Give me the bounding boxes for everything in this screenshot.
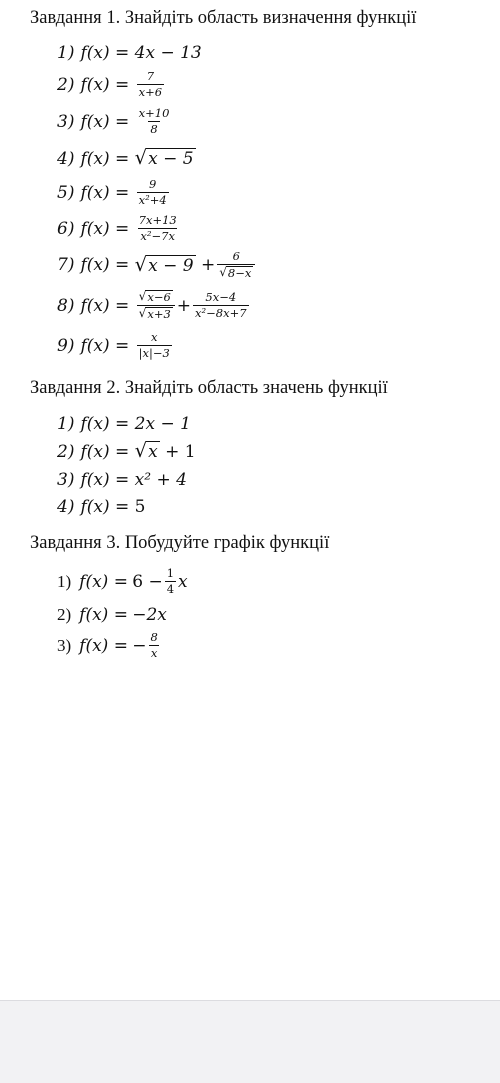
task1-item-7 bbox=[57, 250, 257, 280]
function-lhs: f(x) = bbox=[80, 470, 130, 490]
task3-item-3 bbox=[57, 631, 162, 660]
item-number: 4) bbox=[57, 148, 75, 169]
task1-item-6 bbox=[57, 214, 181, 243]
item-number: 1) bbox=[57, 43, 75, 63]
task1-heading: Завдання 1. Знайдіть область визначення функції bbox=[30, 8, 417, 28]
task2-item-4 bbox=[57, 497, 145, 517]
function-lhs: f(x) = bbox=[79, 635, 128, 656]
item-number: 2) bbox=[57, 441, 75, 462]
numerator: 5x−4 bbox=[205, 290, 237, 304]
denominator: x+6 bbox=[138, 85, 163, 100]
task1-item-1 bbox=[57, 43, 202, 63]
radical-sign-icon: √ bbox=[134, 439, 148, 462]
denominator: 8 bbox=[150, 122, 158, 137]
numerator: 1 bbox=[166, 566, 175, 580]
square-root bbox=[139, 307, 173, 321]
square-root bbox=[135, 148, 196, 169]
function-lhs: f(x) = bbox=[80, 74, 130, 95]
radicand: 8−x bbox=[227, 266, 252, 281]
radical-sign-icon: √ bbox=[138, 289, 147, 303]
task2-item-2 bbox=[57, 441, 196, 462]
item-number: 2) bbox=[57, 605, 72, 624]
numerator: x+10 bbox=[138, 106, 170, 120]
task1-item-4 bbox=[57, 148, 196, 169]
expression-tail: + 1 bbox=[165, 441, 196, 462]
radicand: x − 9 bbox=[148, 255, 194, 276]
task3-item-1 bbox=[57, 567, 188, 596]
square-root bbox=[219, 266, 253, 280]
task3-heading: Завдання 3. Побудуйте графік функції bbox=[30, 533, 330, 553]
task1-item-2 bbox=[57, 70, 166, 99]
radicand: x+3 bbox=[147, 307, 171, 322]
radical-sign-icon: √ bbox=[134, 146, 148, 169]
function-lhs: f(x) = bbox=[80, 335, 130, 356]
numerator: 7x+13 bbox=[138, 213, 177, 227]
task2-heading: Завдання 2. Знайдіть область значень функції bbox=[30, 378, 388, 398]
plus-sign: + bbox=[200, 255, 216, 276]
radicand: x−6 bbox=[147, 290, 171, 304]
numerator: 8 bbox=[150, 630, 158, 644]
item-number: 4) bbox=[57, 497, 75, 517]
expression: x² + 4 bbox=[134, 470, 187, 490]
item-number: 1) bbox=[57, 414, 75, 434]
denominator bbox=[137, 305, 175, 321]
item-number: 3) bbox=[57, 470, 75, 490]
denominator: x²−8x+7 bbox=[195, 306, 247, 321]
denominator: x bbox=[150, 646, 158, 661]
item-number: 5) bbox=[57, 182, 75, 203]
function-lhs: f(x) = bbox=[80, 255, 130, 276]
fraction bbox=[148, 631, 159, 660]
item-number: 3) bbox=[57, 635, 72, 655]
denominator: x²+4 bbox=[138, 193, 167, 208]
fraction bbox=[137, 214, 179, 243]
numerator: 6 bbox=[232, 249, 240, 263]
item-number: 8) bbox=[57, 295, 75, 316]
item-number: 2) bbox=[57, 74, 75, 95]
task1-item-9 bbox=[57, 331, 174, 360]
fraction bbox=[165, 567, 176, 596]
radicand: x bbox=[148, 442, 158, 462]
denominator bbox=[217, 264, 255, 280]
expression-suffix: x bbox=[178, 571, 188, 592]
numerator: 9 bbox=[149, 177, 157, 191]
denominator: 4 bbox=[166, 582, 175, 597]
fraction bbox=[217, 250, 255, 280]
item-number: 6) bbox=[57, 218, 75, 239]
function-lhs: f(x) = bbox=[80, 111, 130, 132]
item-number: 9) bbox=[57, 335, 75, 356]
task1-item-3 bbox=[57, 107, 173, 136]
function-lhs: f(x) = bbox=[79, 605, 128, 625]
function-lhs: f(x) = bbox=[80, 148, 130, 169]
radical-sign-icon: √ bbox=[138, 306, 147, 321]
fraction bbox=[137, 290, 175, 321]
function-lhs: f(x) = bbox=[79, 571, 128, 592]
function-lhs: f(x) = bbox=[80, 441, 130, 462]
fraction bbox=[137, 107, 172, 136]
item-number: 1) bbox=[57, 571, 72, 591]
function-lhs: f(x) = bbox=[80, 43, 130, 63]
radical-sign-icon: √ bbox=[219, 265, 227, 280]
numerator: x bbox=[151, 330, 158, 344]
task2-item-1 bbox=[57, 414, 191, 434]
function-lhs: f(x) = bbox=[80, 414, 130, 434]
expression: 2x − 1 bbox=[134, 414, 191, 434]
task2-item-3 bbox=[57, 470, 187, 490]
function-lhs: f(x) = bbox=[80, 182, 130, 203]
plus-sign: + bbox=[176, 295, 192, 316]
task3-item-2 bbox=[57, 605, 167, 625]
function-lhs: f(x) = bbox=[80, 295, 130, 316]
expression-prefix: 6 − bbox=[132, 571, 163, 592]
expression: 5 bbox=[134, 497, 146, 517]
radical-sign-icon: √ bbox=[134, 252, 148, 276]
fraction bbox=[137, 178, 169, 207]
fraction bbox=[137, 331, 172, 360]
radicand: x − 5 bbox=[148, 149, 194, 169]
fraction bbox=[193, 291, 249, 320]
function-lhs: f(x) = bbox=[80, 218, 130, 239]
task1-item-8 bbox=[57, 290, 251, 321]
denominator: |x|−3 bbox=[138, 346, 170, 361]
denominator: x²−7x bbox=[140, 229, 175, 244]
square-root bbox=[134, 252, 196, 276]
expression-prefix: − bbox=[132, 635, 147, 656]
numerator: 7 bbox=[146, 69, 155, 83]
function-lhs: f(x) = bbox=[80, 497, 130, 517]
item-number: 7) bbox=[57, 255, 75, 276]
bottom-bar bbox=[0, 1001, 500, 1083]
square-root bbox=[139, 290, 173, 304]
item-number: 3) bbox=[57, 111, 75, 132]
fraction bbox=[137, 70, 164, 99]
numerator bbox=[137, 290, 175, 305]
square-root bbox=[135, 441, 160, 462]
task1-item-5 bbox=[57, 178, 171, 207]
expression: 4x − 13 bbox=[134, 43, 202, 63]
expression: −2x bbox=[132, 605, 167, 625]
